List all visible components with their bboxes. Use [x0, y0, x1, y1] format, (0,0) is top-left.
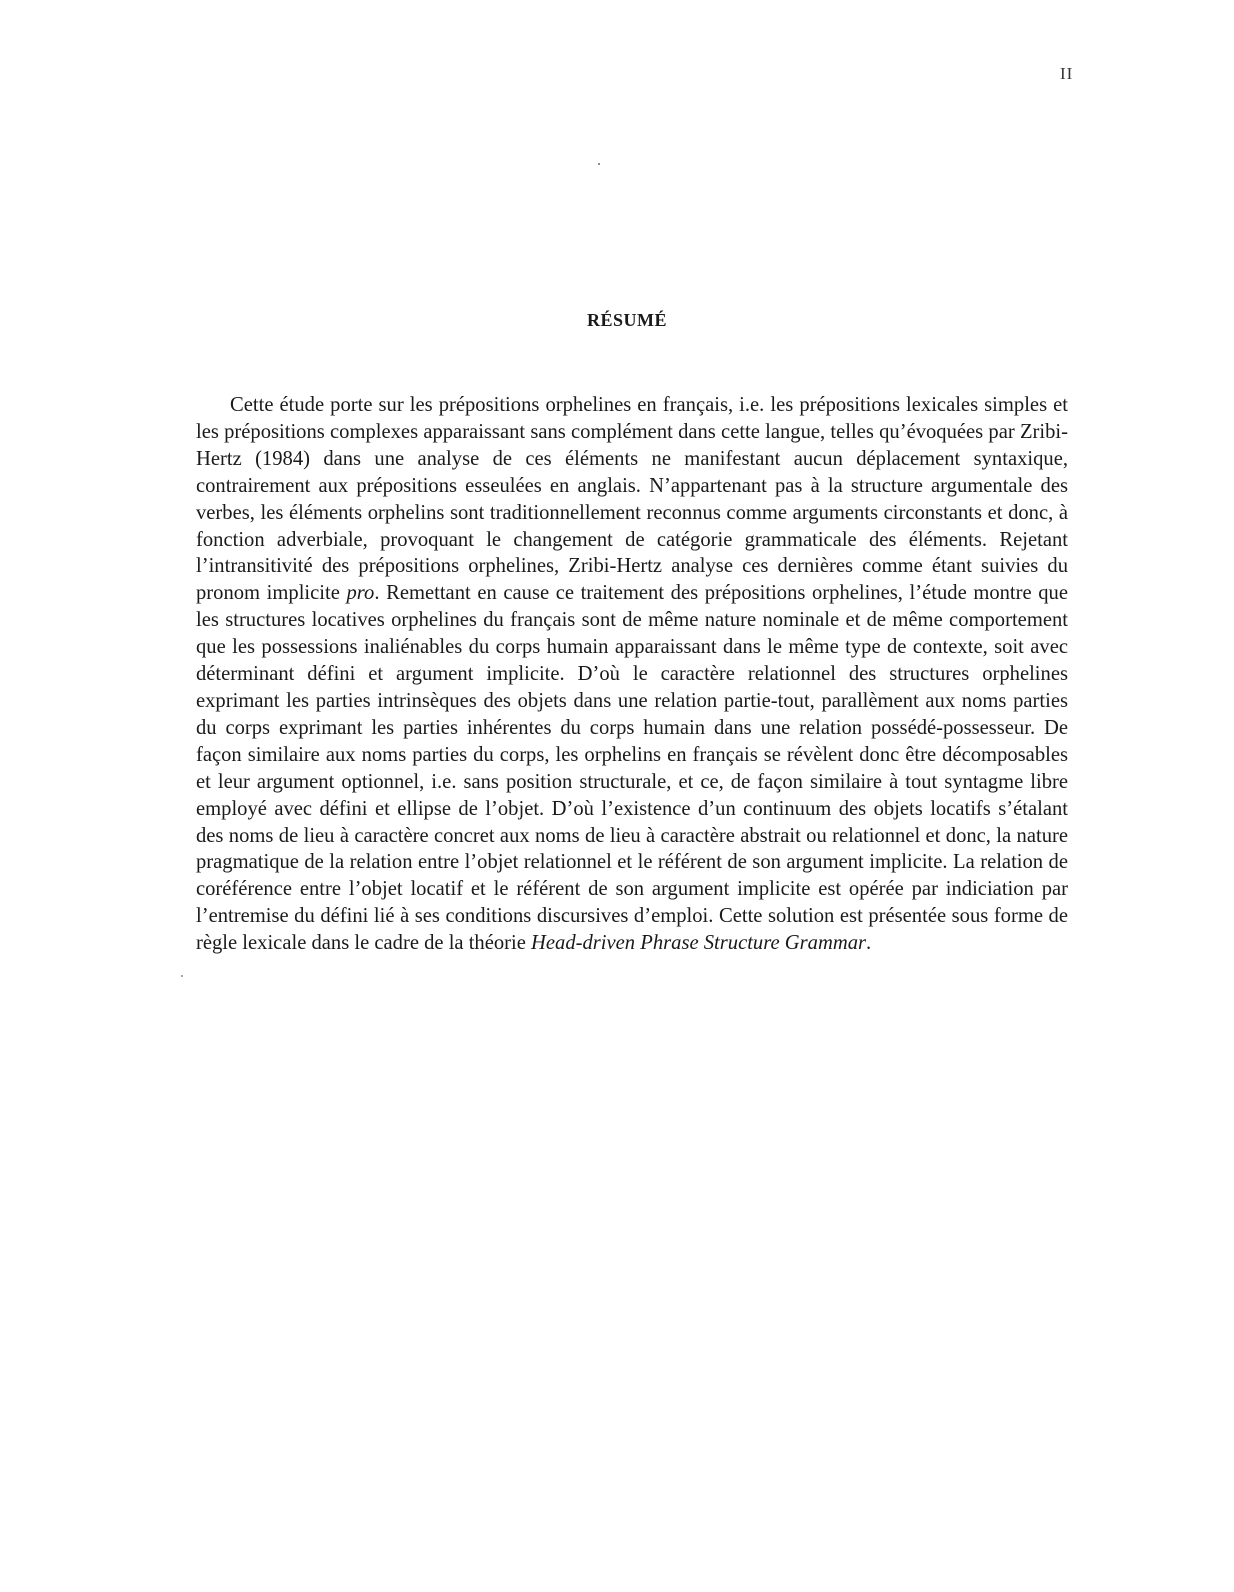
abstract-text-part1: Cette étude porte sur les prépositions orphelines en français, i.e. les prépositions lexicales simples et les prépositions complexes apparaissant sans complément dans cette langue, telles qu’évoquées par Zribi-Hertz (1984) dans une analyse de ces éléments ne manifestant aucun déplacement syntaxique, contrairement aux prépositions esseulées en anglais. N’appartenant pas à la structure argumentale des verbes, les éléments orphelins sont traditionnellement reconnus comme arguments circonstants et donc, à fonction adverbiale, provoquant le changement de catégorie grammaticale des éléments. Rejetant l’intransitivité des prépositions orphelines, Zribi-Hertz analyse ces dernières comme étant suivies du pronom implicite — [196, 394, 1068, 605]
page-number: II — [1060, 64, 1074, 83]
abstract-paragraph — [196, 392, 1068, 957]
scan-speck — [181, 975, 183, 977]
abstract-end: . — [866, 932, 872, 955]
abstract-text-part2: . Remettant en cause ce traitement des prépositions orphelines, l’étude montre que les structures locatives orphelines du français sont de même nature nominale et de même comportement que les possessions inaliénables du corps humain apparaissant dans le même type de contexte, soit avec déterminant défini et argument implicite. D’où le caractère relationnel des structures orphelines exprimant les parties intrinsèques des objets dans une relation partie-tout, parallèment aux noms parties du corps exprimant les parties inhérentes du corps humain dans une relation possédé-possesseur. De façon similaire aux noms parties du corps, les orphelins en français se révèlent donc être décomposables et leur argument optionnel, i.e. sans position structurale, et ce, de façon similaire à tout syntagme libre employé avec défini et ellipse de l’objet. D’où l’existence d’un continuum des objets locatifs s’étalant des noms de lieu à caractère concret aux noms de lieu à caractère abstrait ou relationnel et donc, la nature pragmatique de la relation entre l’objet relationnel et le référent de son argument implicite. La relation de coréférence entre l’objet locatif et le référent de son argument implicite est opérée par indiciation par l’entremise du défini lié à ses conditions discursives d’emploi. Cette solution est présentée sous forme de règle lexicale dans le cadre de la théorie — [196, 582, 1068, 955]
abstract-theory-name: Head-driven Phrase Structure Grammar — [531, 932, 867, 955]
abstract-term-pro: pro — [346, 582, 375, 605]
page-title: RÉSUMÉ — [586, 310, 667, 330]
scan-speck — [598, 163, 600, 165]
